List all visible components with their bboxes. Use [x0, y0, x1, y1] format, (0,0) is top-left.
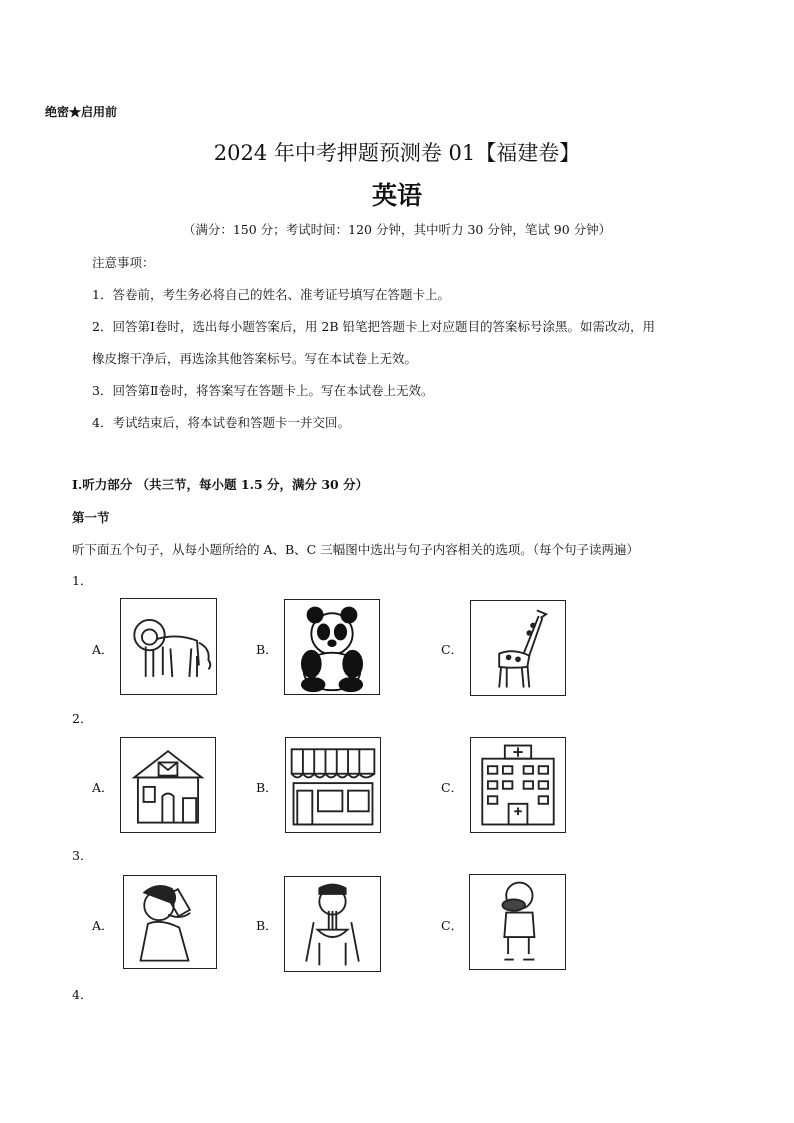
- note-item-1: 1．答卷前，考生务必将自己的姓名、准考证号填写在答题卡上。: [92, 287, 450, 302]
- boy-eating-noodles-icon[interactable]: [284, 876, 381, 972]
- option-letter: A．: [92, 780, 114, 795]
- option-letter: B．: [256, 780, 278, 795]
- option-letter: B．: [256, 918, 278, 933]
- post-office-icon[interactable]: [120, 737, 216, 833]
- option-letter: B．: [256, 642, 278, 657]
- exam-title: 2024 年中考押题预测卷 01【福建卷】: [213, 141, 581, 165]
- question-number: 4．: [72, 987, 93, 1002]
- boy-drinking-icon[interactable]: [123, 875, 217, 969]
- giraffe-icon[interactable]: [470, 600, 566, 696]
- option-letter: A．: [92, 642, 114, 657]
- shop-icon[interactable]: [285, 737, 381, 833]
- question-number: 1．: [72, 573, 93, 588]
- exam-meta: （满分：150 分；考试时间：120 分钟，其中听力 30 分钟，笔试 90 分钟）: [182, 222, 612, 237]
- confidential-label: 绝密★启用前: [45, 105, 118, 119]
- listening-heading: I.听力部分 （共三节，每小题 1.5 分，满分 30 分）: [72, 477, 369, 492]
- panda-icon[interactable]: [284, 599, 380, 695]
- part-one-heading: 第一节: [72, 510, 110, 525]
- option-letter: C．: [441, 642, 464, 657]
- option-letter: A．: [92, 918, 114, 933]
- question-number: 3．: [72, 848, 93, 863]
- hospital-icon[interactable]: [470, 737, 566, 833]
- question-number: 2．: [72, 711, 93, 726]
- note-item-2a: 2．回答第Ⅰ卷时，选出每小题答案后，用 2B 铅笔把答题卡上对应题目的答案标号涂黑。如需改动，用: [92, 319, 655, 334]
- lion-icon[interactable]: [120, 598, 217, 695]
- subject-title: 英语: [371, 181, 422, 210]
- option-letter: C．: [441, 780, 464, 795]
- part-one-instruction: 听下面五个句子，从每小题所给的 A、B、C 三幅图中选出与句子内容相关的选项。（每个句子读两遍）: [72, 542, 639, 557]
- notes-heading: 注意事项：: [92, 255, 155, 270]
- note-item-4: 4．考试结束后，将本试卷和答题卡一并交回。: [92, 415, 350, 430]
- note-item-2b: 橡皮擦干净后，再选涂其他答案标号。写在本试卷上无效。: [92, 351, 418, 366]
- note-item-3: 3．回答第Ⅱ卷时，将答案写在答题卡上。写在本试卷上无效。: [92, 383, 434, 398]
- boy-eating-hamburger-icon[interactable]: [469, 874, 566, 970]
- option-letter: C．: [441, 918, 464, 933]
